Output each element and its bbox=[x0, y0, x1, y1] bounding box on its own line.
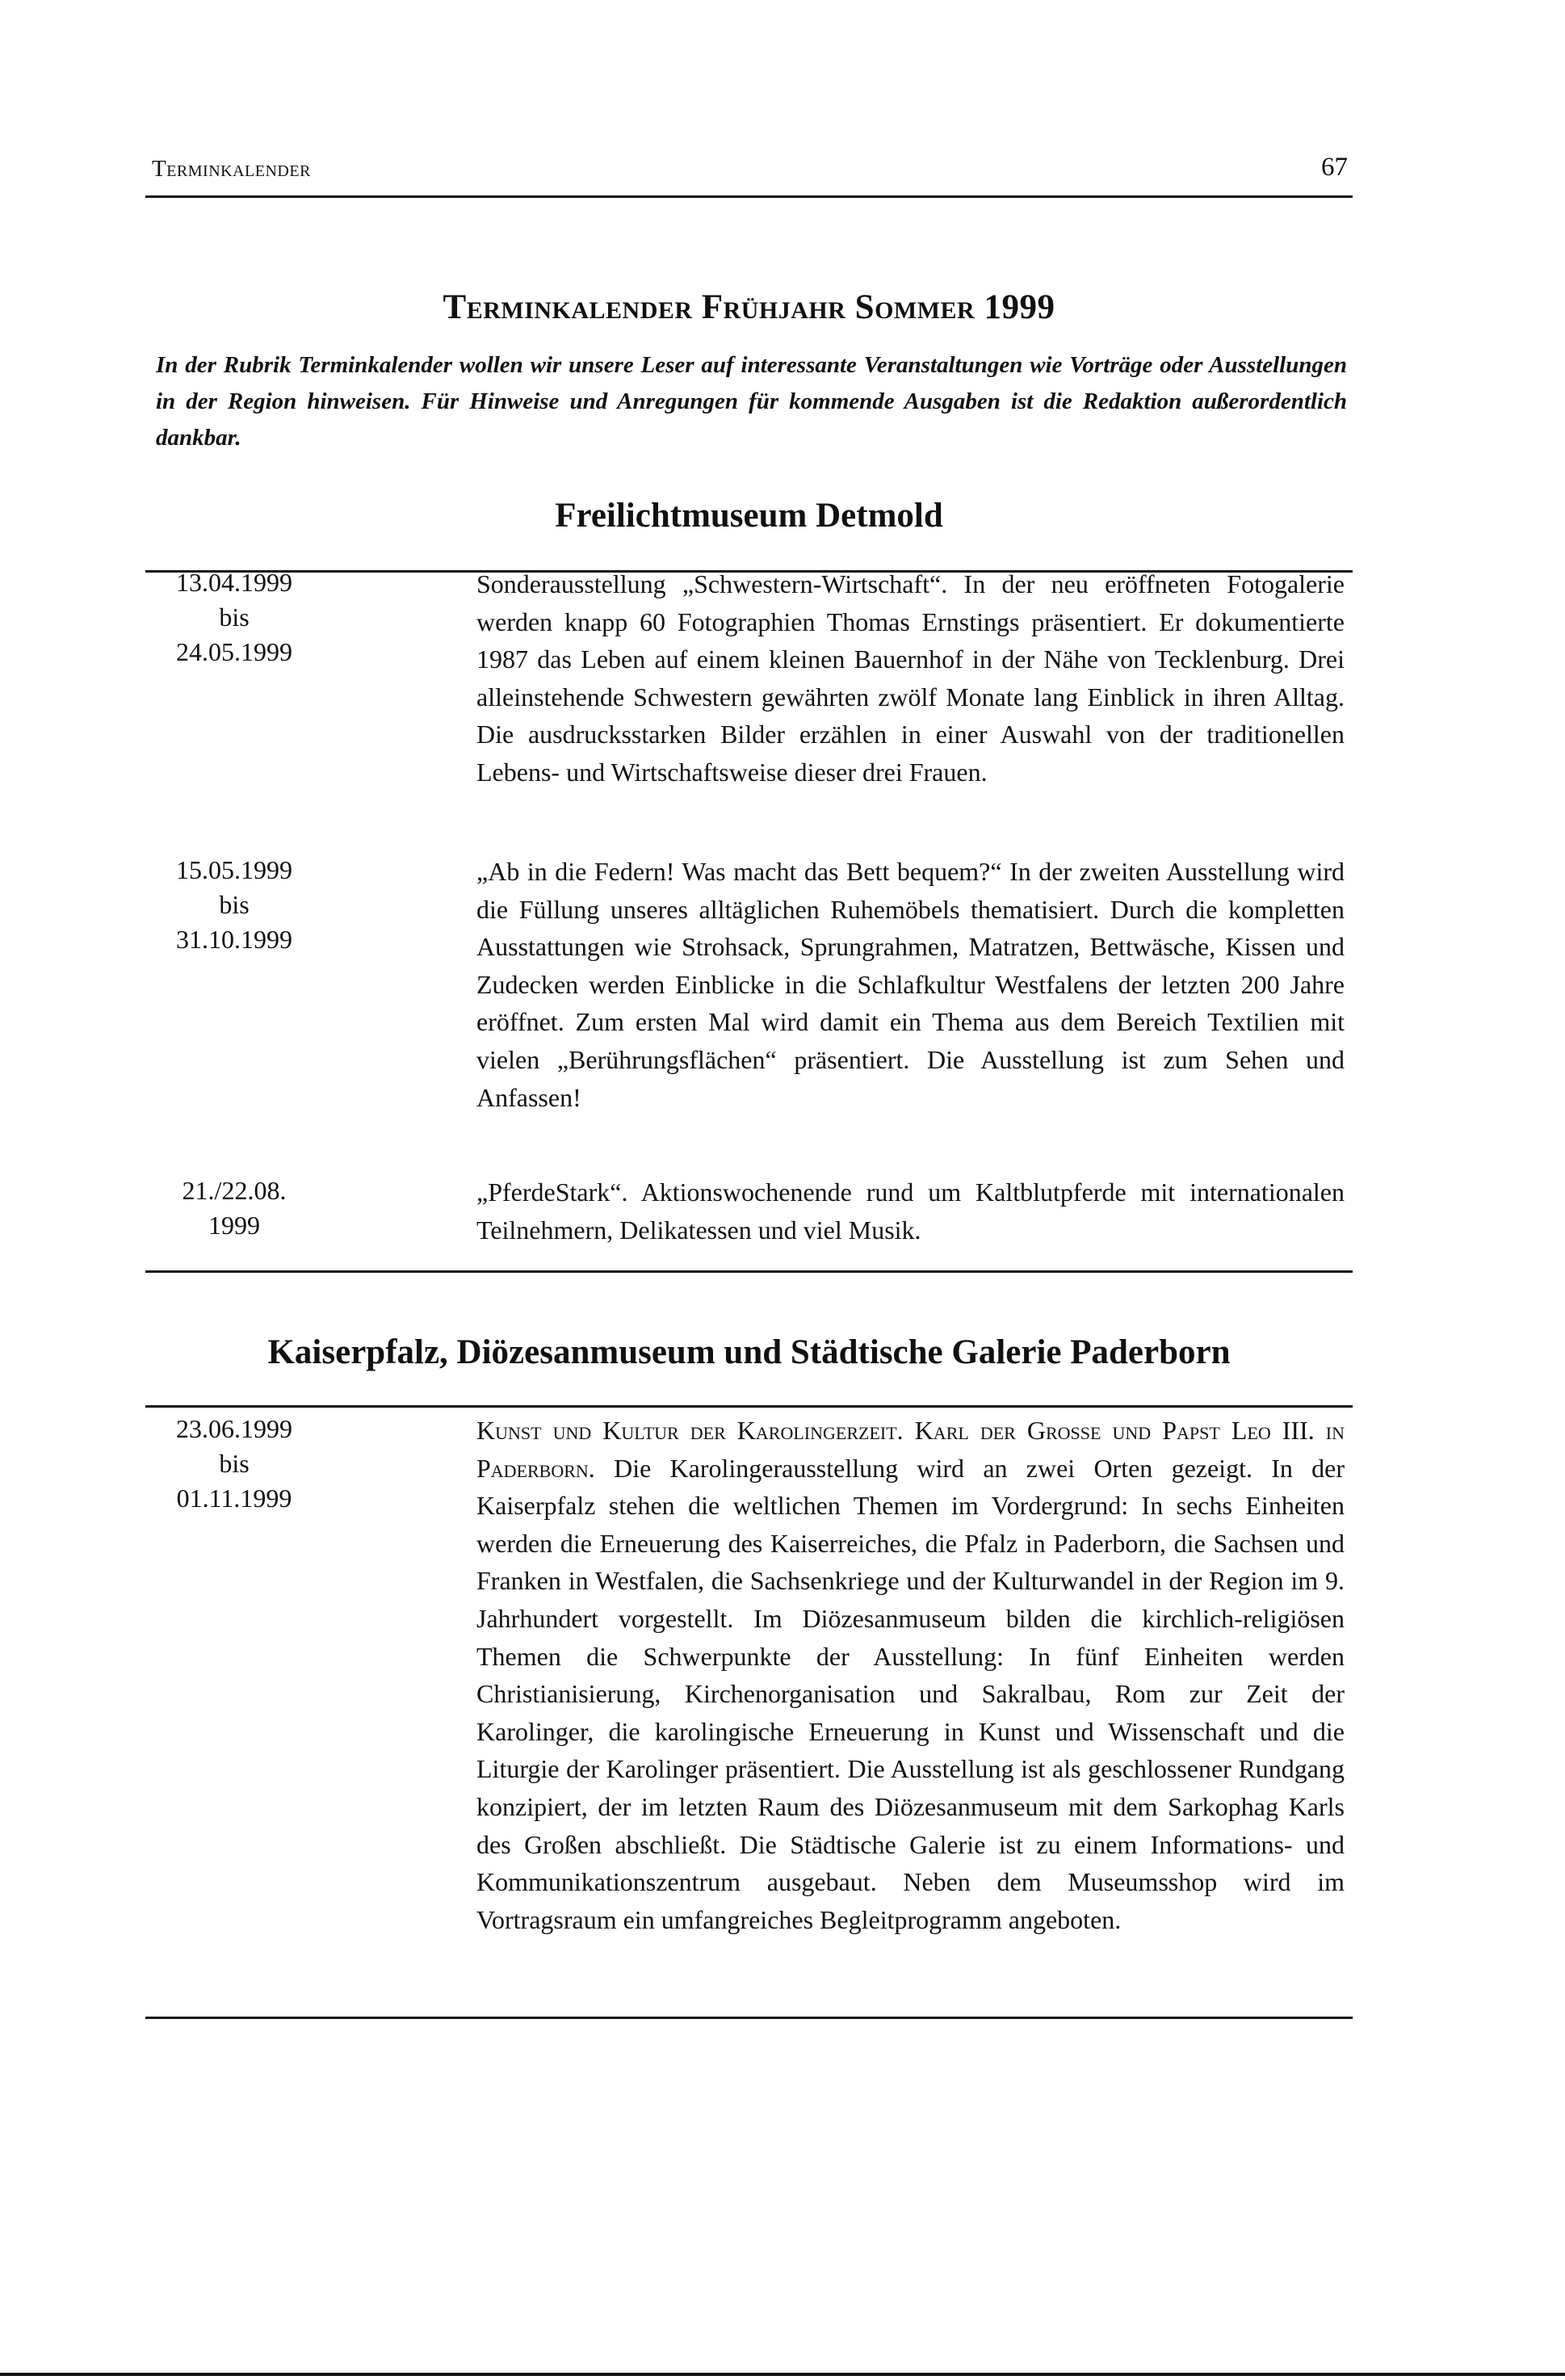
page-title: Terminkalender Frühjahr Sommer 1999 bbox=[443, 288, 1055, 326]
intro-paragraph: In der Rubrik Terminkalender wollen wir unsere Leser auf interessante Veranstaltungen wie Vorträge oder Ausstellungen in der Region hinweisen. Für Hinweise und Anregungen für kommende Ausgaben ist die Redaktion außerordentlich dankbar. bbox=[156, 352, 1347, 451]
date-start: 23.06.1999 bbox=[176, 1414, 292, 1443]
event-date bbox=[145, 853, 323, 957]
event-description: „PferdeStark“. Aktionswochenende rund um Kaltblutpferde mit internationalen Teilnehmern, Delikatessen und viel Musik. bbox=[476, 1177, 1345, 1245]
date-start: 13.04.1999 bbox=[176, 568, 292, 597]
date-end: 31.10.1999 bbox=[176, 925, 292, 954]
section-rule-top bbox=[145, 1405, 1353, 1408]
event-description bbox=[476, 1412, 1345, 1938]
section-title-paderborn: Kaiserpfalz, Diözesanmuseum und Städtische Galerie Paderborn bbox=[267, 1333, 1231, 1371]
scan-edge-rule bbox=[0, 2373, 1565, 2376]
section-title-detmold: Freilichtmuseum Detmold bbox=[555, 497, 943, 535]
date-line: 1999 bbox=[208, 1211, 260, 1240]
date-separator: bis bbox=[219, 1449, 250, 1478]
date-start: 15.05.1999 bbox=[176, 855, 292, 884]
event-description-body: Die Karolingerausstellung wird an zwei Orten gezeigt. In der Kaiserpfalz stehen die weltlichen Themen im Vordergrund: In sechs Einheiten werden die Erneuerung des Kaiserreiches, die Pfalz in Paderborn, die Sachsen und Franken in Westfalen, die Sachsenkriege und der Kulturwandel in der Region im 9. Jahrhundert vorgestellt. Im Diözesanmuseum bilden die kirchlich-religiösen Themen die Schwerpunkte der Ausstellung: In fünf Einheiten werden Christianisierung, Kirchenorganisation und Sakralbau, Rom zur Zeit der Karolinger, die karolingische Erneuerung in Kunst und Wissenschaft und die Liturgie der Karolinger präsentiert. Die Ausstellung ist als geschlossener Rundgang konzipiert, der im letzten Raum des Diözesanmuseum mit dem Sarkophag Karls des Großen abschließt. Die Städtische Galerie ist zu einem Informations- und Kommunikationszentrum ausgebaut. Neben dem Museumsshop wird im Vortragsraum ein umfangreiches Begleitprogramm angeboten. bbox=[476, 1453, 1345, 1934]
event-description: Sonderausstellung „Schwestern-Wirtschaft“. In der neu eröffneten Fotogalerie werden knapp 60 Fotographien Thomas Ernstings präsentiert. Er dokumentierte 1987 das Leben auf einem kleinen Bauernhof in der Nähe von Tecklenburg. Drei alleinstehende Schwestern gewährten zwölf Monate lang Einblick in ihren Alltag. Die ausdrucksstarken Bilder erzählen in einer Auswahl von der traditionellen Lebens- und Wirtschaftsweise dieser drei Frauen. bbox=[476, 569, 1345, 787]
exhibition-title: Kunst und Kultur der Karolingerzeit. Karl der Große und Papst Leo III. in Paderborn. bbox=[476, 1416, 1345, 1483]
running-header bbox=[145, 153, 1353, 188]
page-number: 67 bbox=[1321, 153, 1348, 182]
header-rule bbox=[145, 195, 1353, 198]
event-date bbox=[145, 1173, 323, 1243]
date-end: 24.05.1999 bbox=[176, 637, 292, 666]
running-title: Terminkalender bbox=[152, 156, 311, 182]
date-line: 21./22.08. bbox=[182, 1176, 287, 1205]
section-rule-bottom bbox=[145, 2017, 1353, 2019]
event-date bbox=[145, 565, 323, 670]
section-rule-bottom bbox=[145, 1270, 1353, 1273]
date-separator: bis bbox=[219, 602, 250, 632]
date-end: 01.11.1999 bbox=[176, 1484, 292, 1513]
event-description: „Ab in die Federn! Was macht das Bett bequem?“ In der zweiten Ausstellung wird die Füllung unseres alltäglichen Ruhemöbels thematisiert. Durch die kompletten Ausstattungen wie Strohsack, Sprungrahmen, Matratzen, Bettwäsche, Kissen und Zudecken werden Einblicke in die Schlafkultur Westfalens der letzten 200 Jahre eröffnet. Zum ersten Mal wird damit ein Thema aus dem Bereich Textilien mit vielen „Berührungsflächen“ präsentiert. Die Ausstellung ist zum Sehen und Anfassen! bbox=[476, 857, 1345, 1112]
event-date bbox=[145, 1412, 323, 1516]
date-separator: bis bbox=[219, 890, 250, 919]
